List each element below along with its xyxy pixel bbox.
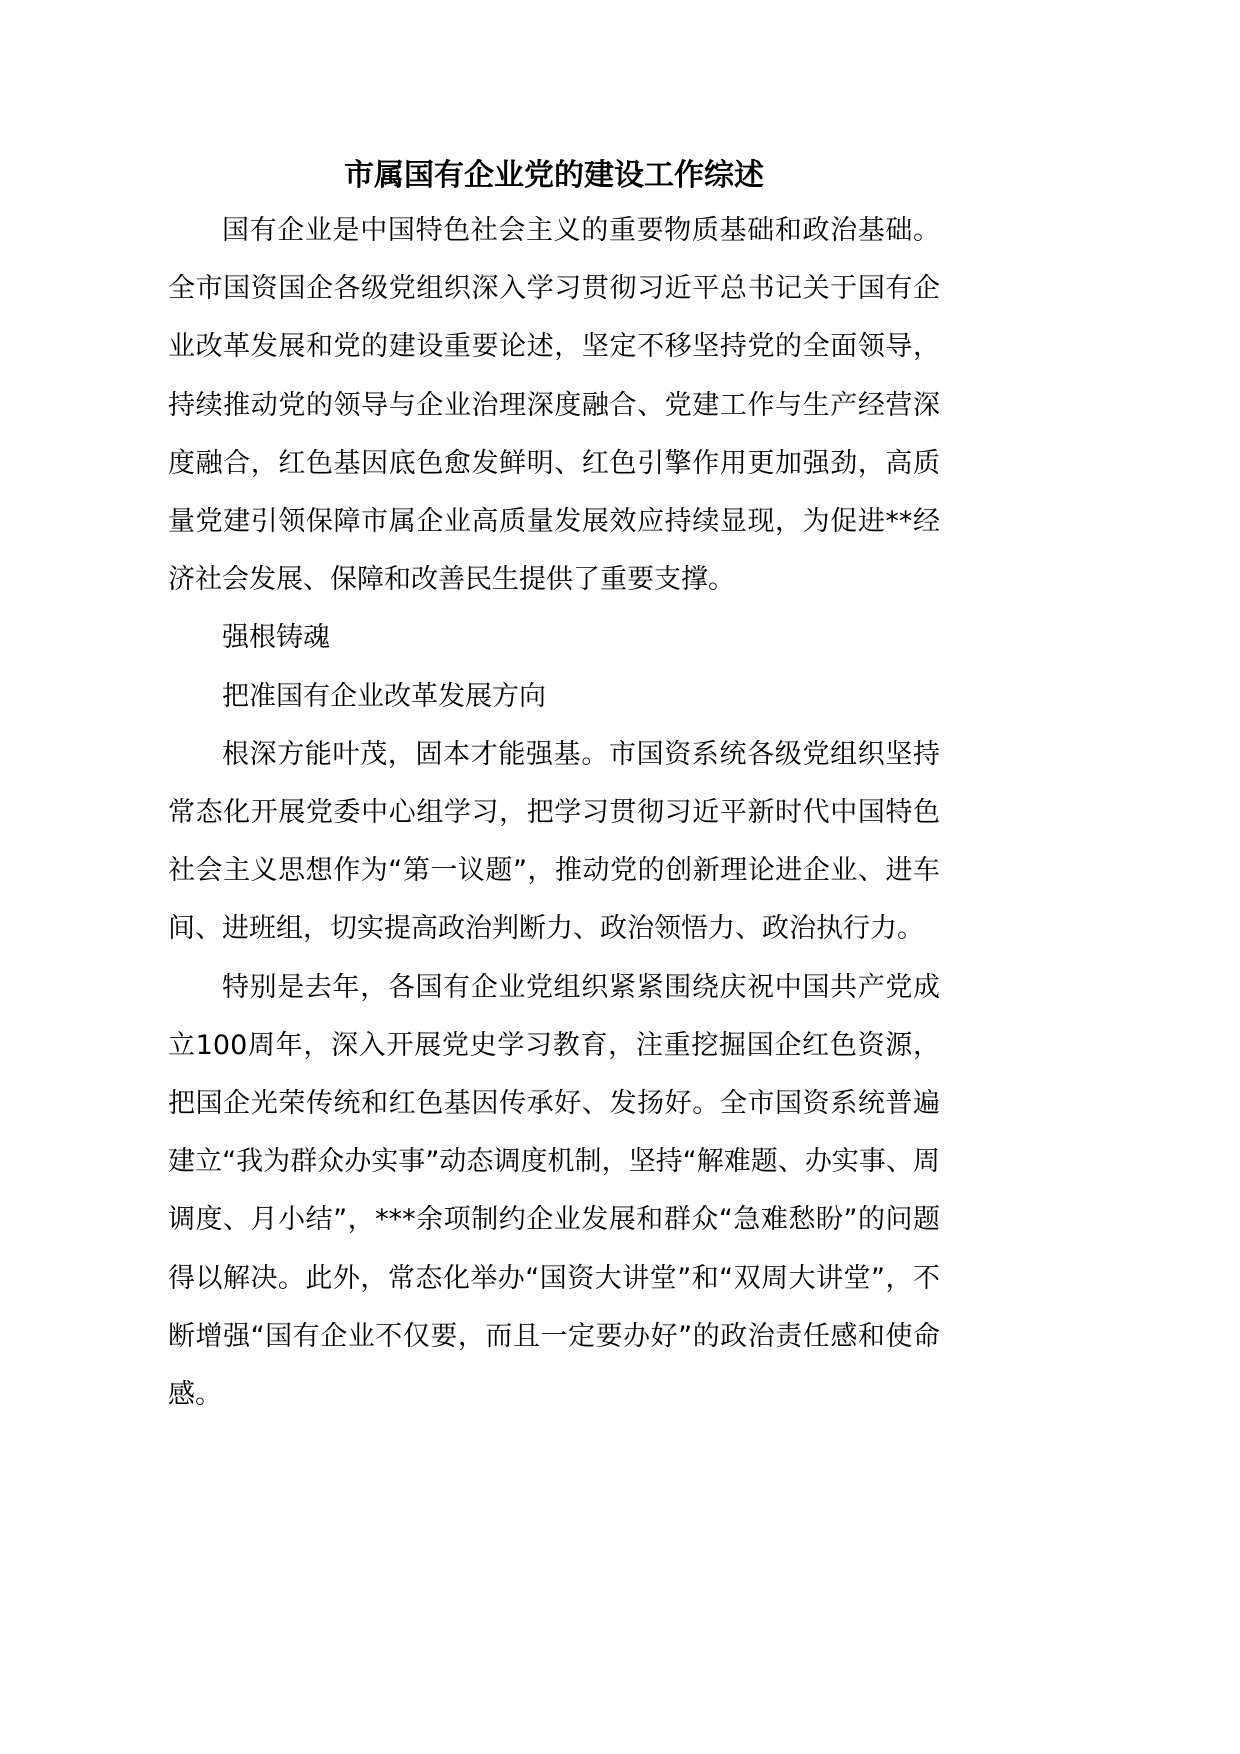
- section-subheading: 把准国有企业改革发展方向: [222, 680, 546, 712]
- section-heading: 强根铸魂: [222, 622, 330, 654]
- document-title: 市属国有企业党的建设工作综述: [344, 158, 764, 193]
- body-paragraph: 根深方能叶茂，固本才能强基。市国资系统各级党组织坚持常态化开展党委中心组学习，把学习贯彻习近平新时代中国特色社会主义思想作为“第一议题”，推动党的创新理论进企业、进车间、进班组，切实提高政治判断力、政治领悟力、政治执行力。: [168, 738, 940, 945]
- intro-paragraph: 国有企业是中国特色社会主义的重要物质基础和政治基础。全市国资国企各级党组织深入学习贯彻习近平总书记关于国有企业改革发展和党的建设重要论述，坚定不移坚持党的全面领导，持续推动党的领导与企业治理深度融合、党建工作与生产经营深度融合，红色基因底色愈发鲜明、红色引擎作用更加强劲，高质量党建引领保障市属企业高质量发展效应持续显现，为促进**经济社会发展、保障和改善民生提供了重要支撑。: [168, 215, 940, 596]
- body-paragraph: 特别是去年，各国有企业党组织紧紧围绕庆祝中国共产党成立100周年，深入开展党史学习教育，注重挖掘国企红色资源，把国企光荣传统和红色基因传承好、发扬好。全市国资系统普遍建立“我为群众办实事”动态调度机制，坚持“解难题、办实事、周调度、月小结”，***余项制约企业发展和群众“急难愁盼”的问题得以解决。此外，常态化举办“国资大讲堂”和“双周大讲堂”，不断增强“国有企业不仅要，而且一定要办好”的政治责任感和使命感。: [168, 971, 940, 1411]
- document-page: [168, 150, 940, 1424]
